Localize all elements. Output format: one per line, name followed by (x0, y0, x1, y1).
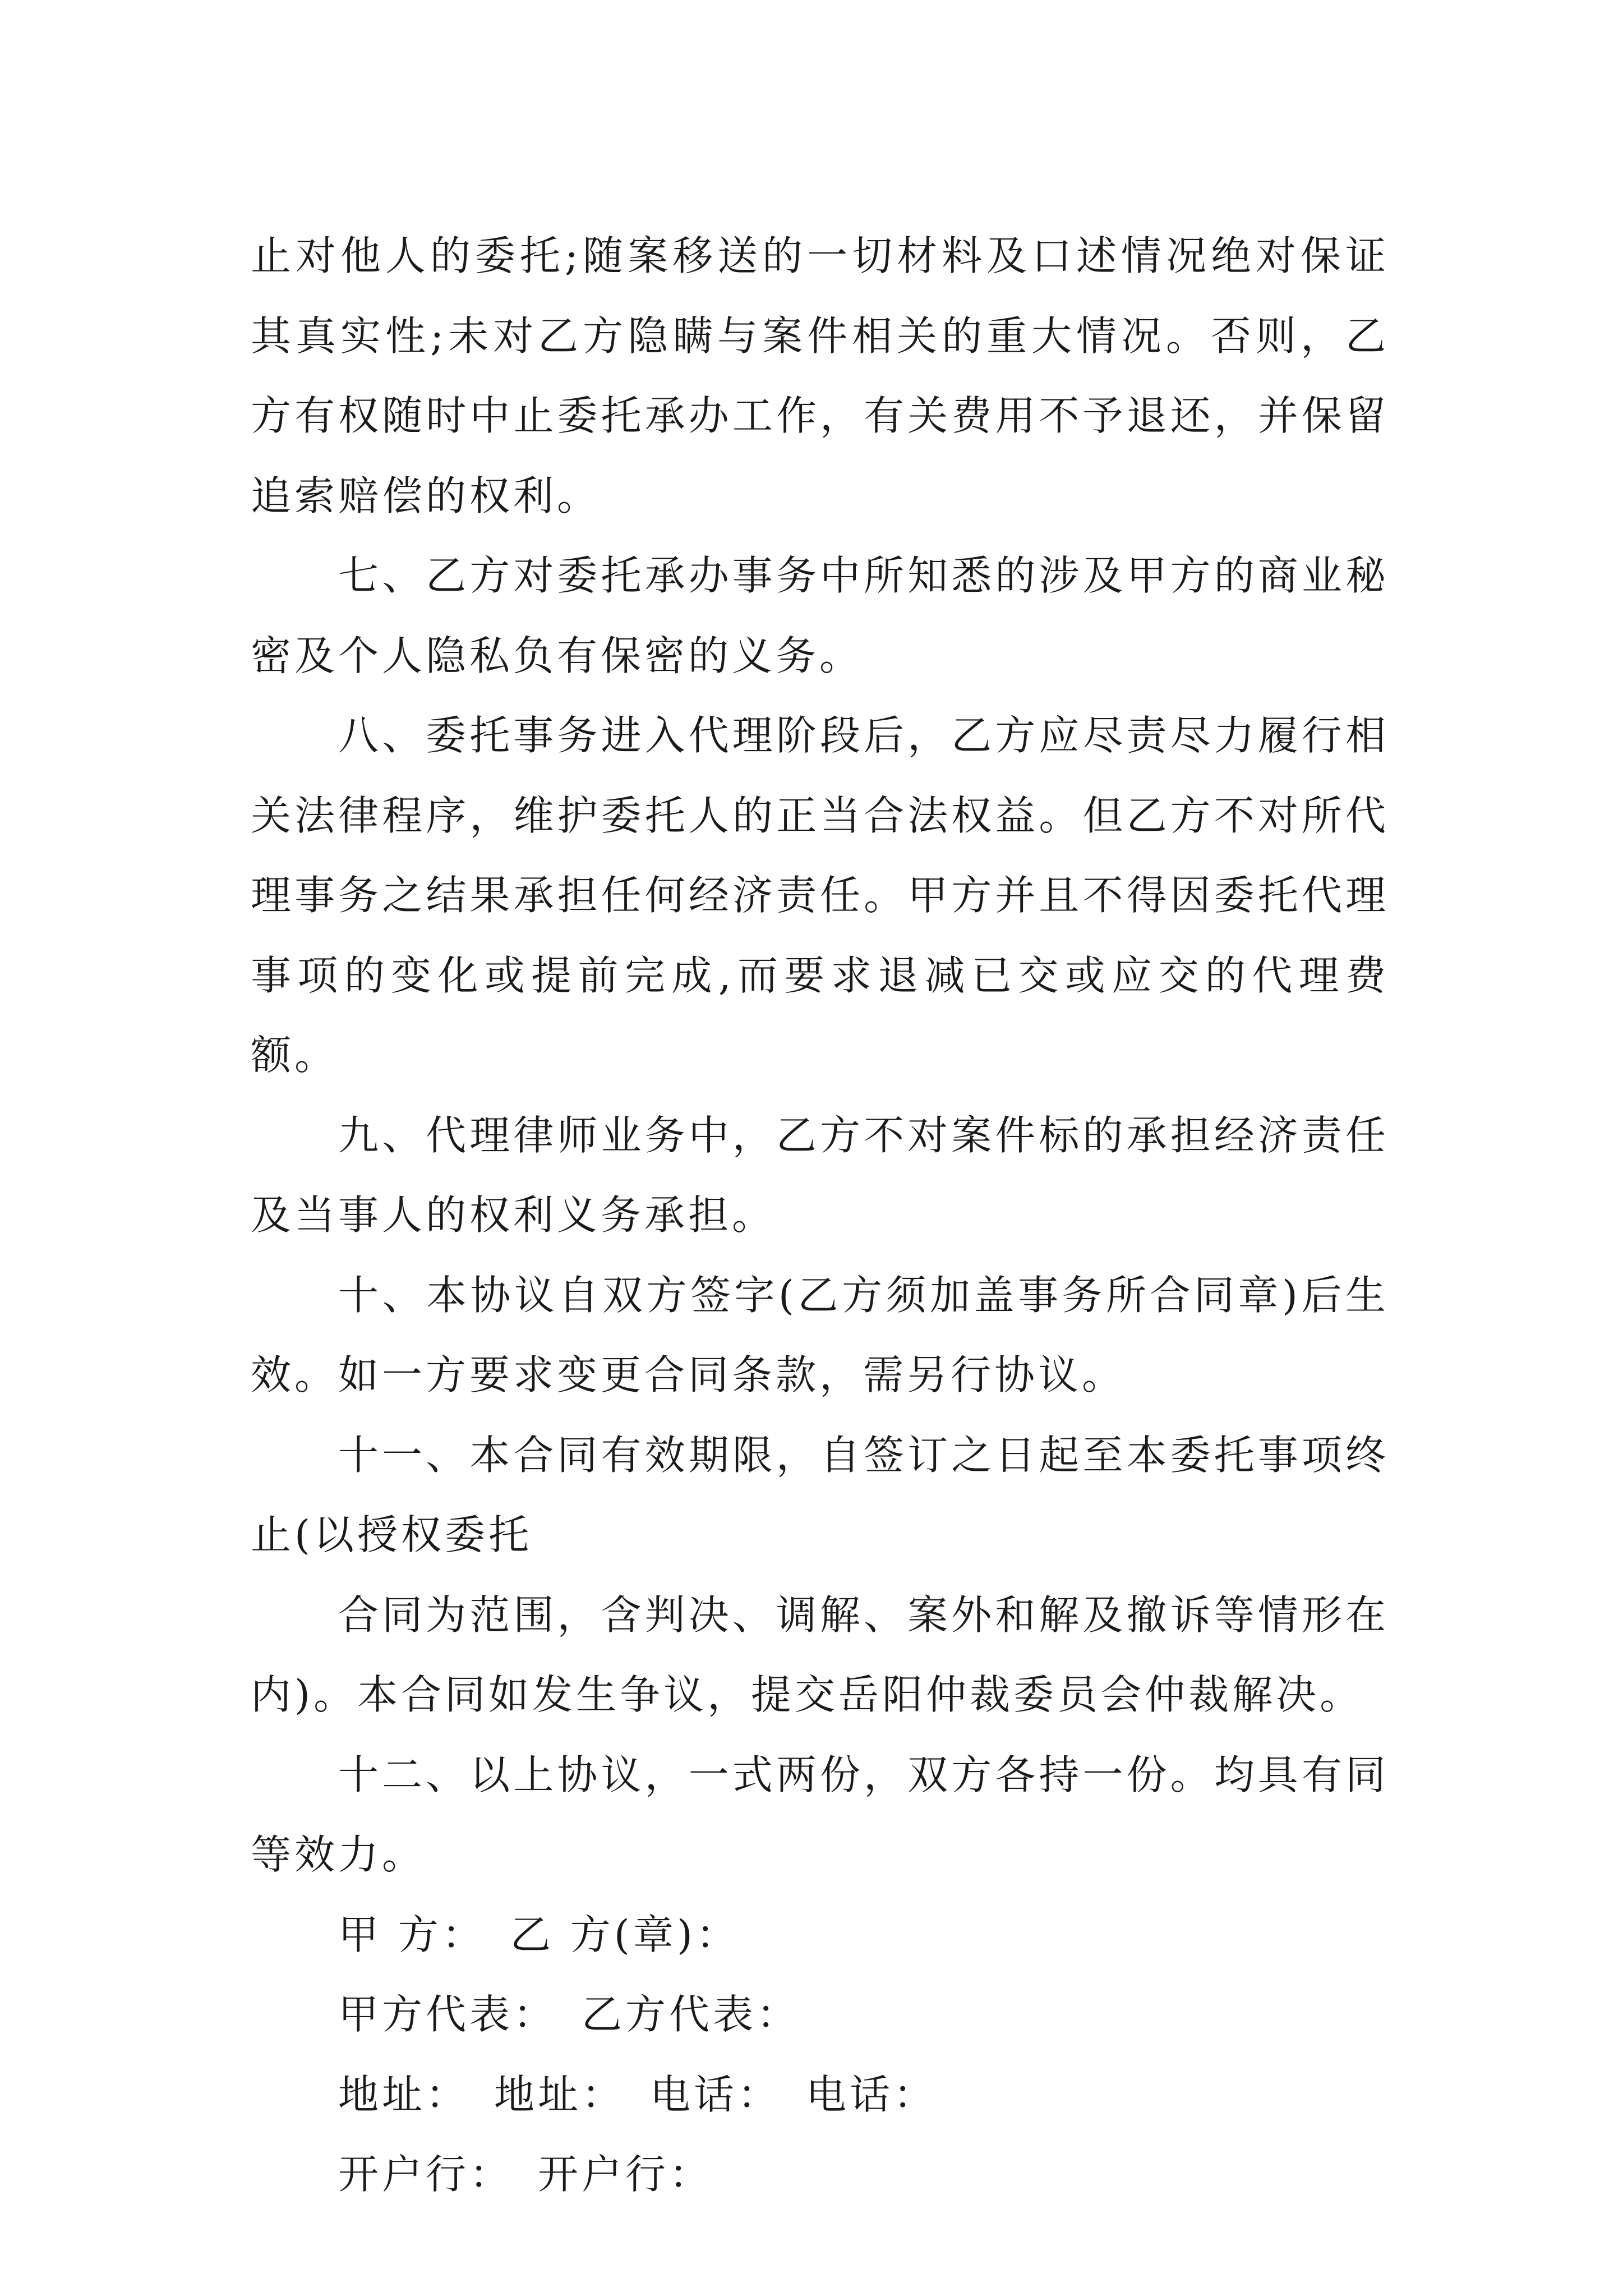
clause-11-continued: 合同为范围，含判决、调解、案外和解及撤诉等情形在内)。本合同如发生争议，提交岳阳仲裁委员会仲裁解决。 (251, 1591, 1389, 1718)
party-b-representative-label: 乙方代表： (582, 1991, 801, 2038)
party-a-bank-label: 开户行： (338, 2151, 514, 2198)
document-body (251, 216, 1389, 2215)
party-a-address-label: 地址： (338, 2070, 470, 2118)
signature-representative-line (251, 1975, 1389, 2055)
signature-bank-line (251, 2134, 1389, 2215)
clause-7: 七、乙方对委托承办事务中所知悉的涉及甲方的商业秘密及个人隐私负有保密的义务。 (251, 552, 1389, 679)
party-a-label: 甲 方： (338, 1911, 486, 1958)
party-a-phone-label: 电话： (650, 2070, 782, 2118)
signature-party-line (251, 1895, 1389, 1975)
clause-10: 十、本协议自双方签字(乙方须加盖事务所合同章)后生效。如一方要求变更合同条款，需另行协议。 (251, 1271, 1389, 1398)
paragraph-continued: 止对他人的委托;随案移送的一切材料及口述情况绝对保证其真实性;未对乙方隐瞒与案件相关的重大情况。否则，乙方有权随时中止委托承办工作，有关费用不予退还，并保留追索赔偿的权利。 (251, 232, 1389, 519)
party-b-bank-label: 开户行： (538, 2151, 713, 2198)
party-b-address-label: 地址： (494, 2070, 626, 2118)
party-b-phone-label: 电话： (806, 2070, 938, 2118)
clause-9: 九、代理律师业务中，乙方不对案件标的承担经济责任及当事人的权利义务承担。 (251, 1111, 1389, 1239)
clause-11: 十一、本合同有效期限，自签订之日起至本委托事项终止(以授权委托 (251, 1431, 1389, 1558)
party-a-representative-label: 甲方代表： (338, 1991, 557, 2038)
clause-12: 十二、以上协议，一式两份，双方各持一份。均具有同等效力。 (251, 1751, 1389, 1878)
clause-8: 八、委托事务进入代理阶段后，乙方应尽责尽力履行相关法律程序，维护委托人的正当合法权益。但乙方不对所代理事务之结果承担任何经济责任。甲方并且不得因委托代理事项的变化或提前完成,而要求退减已交或应交的代理费额。 (251, 712, 1389, 1079)
signature-address-phone-line (251, 2055, 1389, 2135)
party-b-seal-label: 乙 方(章)： (510, 1911, 740, 1958)
